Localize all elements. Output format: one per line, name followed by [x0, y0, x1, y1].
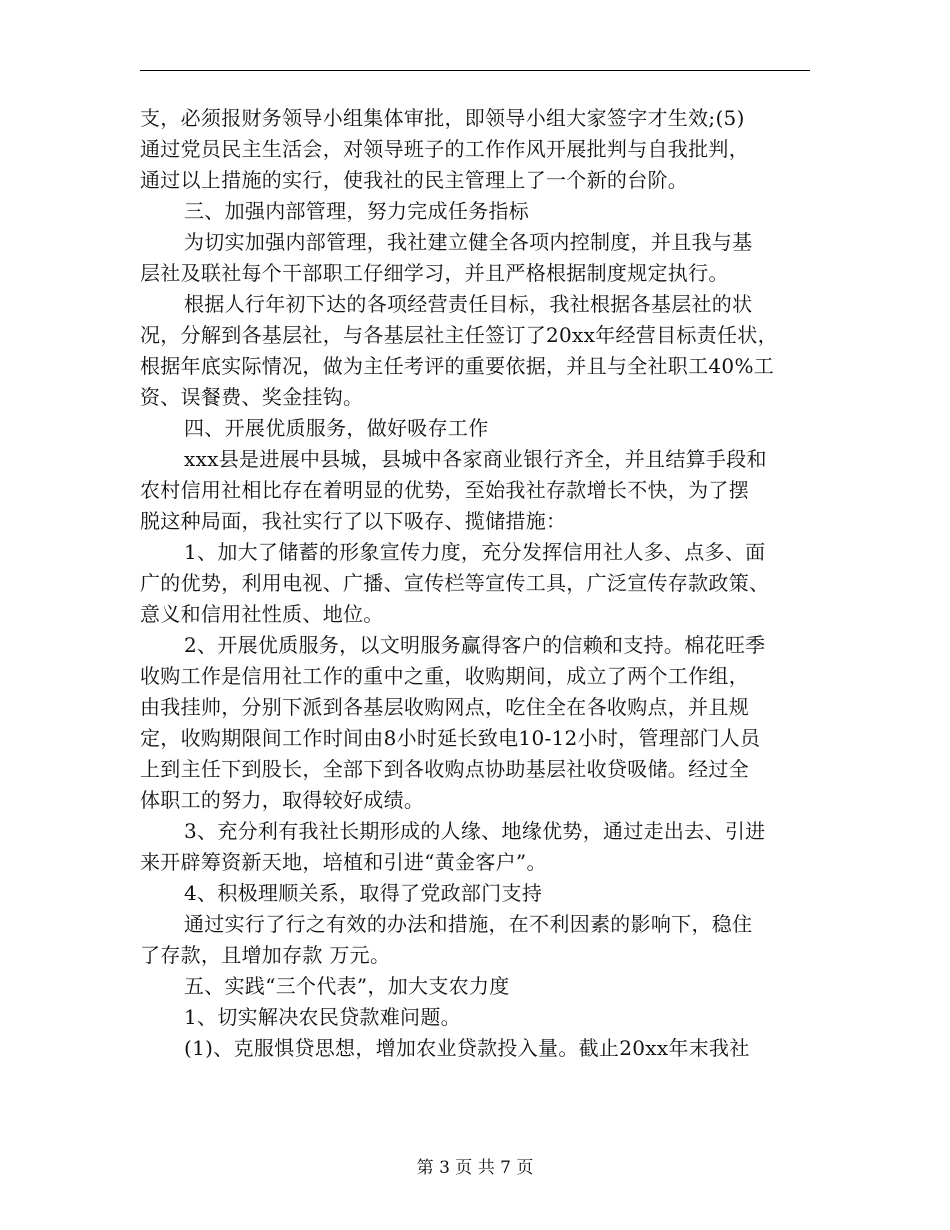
text-line: 四、开展优质服务，做好吸存工作 — [184, 416, 489, 440]
text-line: 脱这种局面，我社实行了以下吸存、揽储措施： — [140, 509, 567, 533]
text-line: 三、加强内部管理，努力完成任务指标 — [184, 199, 530, 223]
text-line: 五、实践“三个代表”，加大支农力度 — [184, 974, 510, 998]
text-line: 根据年底实际情况，做为主任考评的重要依据，并且与全社职工40%工 — [140, 354, 775, 378]
page-footer: 第 3 页 共 7 页 — [416, 1158, 534, 1178]
text-line: 3、充分利有我社长期形成的人缘、地缘优势，通过走出去、引进 — [184, 819, 766, 843]
text-line: 4、积极理顺关系，取得了党政部门支持 — [184, 881, 543, 905]
text-line: 通过党员民主生活会，对领导班子的工作作风开展批判与自我批判， — [140, 137, 749, 161]
text-line: 为切实加强内部管理，我社建立健全各项内控制度，并且我与基 — [184, 230, 753, 254]
text-line: 1、切实解决农民贷款难问题。 — [184, 1005, 461, 1029]
text-line: 收购工作是信用社工作的重中之重，收购期间，成立了两个工作组， — [140, 664, 749, 688]
text-line: 农村信用社相比存在着明显的优势，至始我社存款增长不快，为了摆 — [140, 478, 749, 502]
document-body — [140, 103, 820, 1064]
text-line: 定，收购期限间工作时间由8小时延长致电10-12小时，管理部门人员 — [140, 726, 761, 750]
text-line: 况，分解到各基层社，与各基层社主任签订了20xx年经营目标责任状， — [140, 323, 778, 347]
text-line: 由我挂帅，分别下派到各基层收购网点，吃住全在各收购点，并且规 — [140, 695, 749, 719]
text-line: 体职工的努力，取得较好成绩。 — [140, 788, 425, 812]
text-line: 资、误餐费、奖金挂钩。 — [140, 385, 364, 409]
text-line: 意义和信用社性质、地位。 — [140, 602, 384, 626]
text-line: 2、开展优质服务，以文明服务赢得客户的信赖和支持。棉花旺季 — [184, 633, 766, 657]
text-line: 来开辟筹资新天地，培植和引进“黄金客户”。 — [140, 850, 547, 874]
text-line: 通过实行了行之有效的办法和措施，在不利因素的影响下，稳住 — [184, 912, 753, 936]
text-line: 广的优势，利用电视、广播、宣传栏等宣传工具，广泛宣传存款政策、 — [140, 571, 770, 595]
text-line: 层社及联社每个干部职工仔细学习，并且严格根据制度规定执行。 — [140, 261, 729, 285]
text-line: xxx县是进展中县城，县城中各家商业银行齐全，并且结算手段和 — [184, 447, 767, 471]
header-rule — [140, 70, 810, 71]
text-line: (1)、克服惧贷思想，增加农业贷款投入量。截止20xx年末我社 — [184, 1036, 750, 1060]
text-line: 上到主任下到股长，全部下到各收购点协助基层社收贷吸储。经过全 — [140, 757, 749, 781]
text-line: 1、加大了储蓄的形象宣传力度，充分发挥信用社人多、点多、面 — [184, 540, 766, 564]
text-line: 支，必须报财务领导小组集体审批，即领导小组大家签字才生效;(5) — [140, 106, 745, 130]
text-line: 根据人行年初下达的各项经营责任目标，我社根据各基层社的状 — [184, 292, 753, 316]
text-line: 了存款，且增加存款 万元。 — [140, 943, 391, 967]
text-line: 通过以上措施的实行，使我社的民主管理上了一个新的台阶。 — [140, 168, 689, 192]
